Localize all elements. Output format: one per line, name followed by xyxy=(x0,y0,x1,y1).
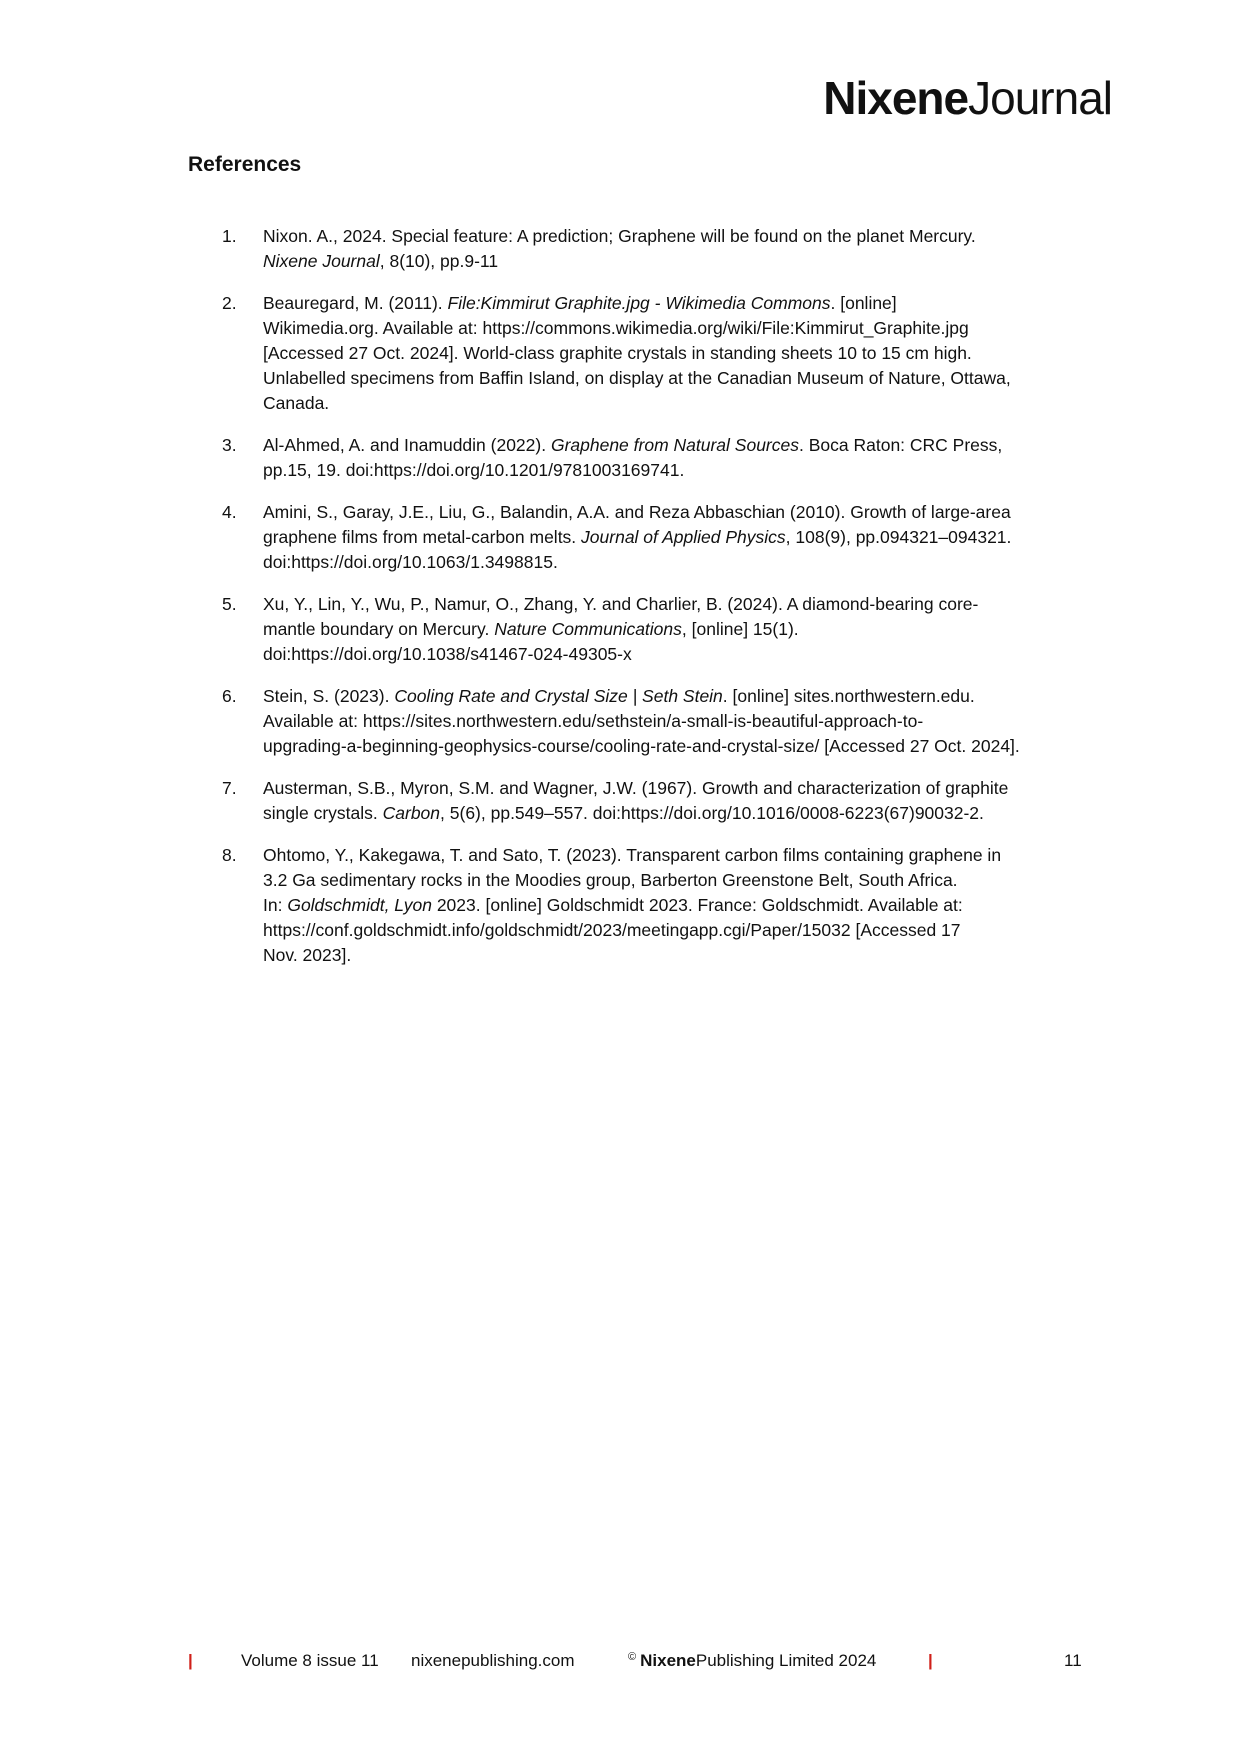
reference-number: 2. xyxy=(222,293,237,313)
reference-text: In: xyxy=(263,895,288,915)
reference-text: , 108(9), pp.094321–094321. xyxy=(785,527,1012,547)
reference-text: Amini, S., Garay, J.E., Liu, G., Balandin, A.A. and Reza Abbaschian (2010). Growth of large-area xyxy=(263,502,1011,522)
reference-item xyxy=(222,684,1092,759)
reference-italic-title: Goldschmidt, Lyon xyxy=(287,895,432,915)
reference-line xyxy=(263,709,1092,734)
reference-line xyxy=(263,918,1092,943)
reference-text: mantle boundary on Mercury. xyxy=(263,619,495,639)
reference-text: Al-Ahmed, A. and Inamuddin (2022). xyxy=(263,435,551,455)
reference-text: [Accessed 27 Oct. 2024]. World-class graphite crystals in standing sheets 10 to 15 cm high. xyxy=(263,343,972,363)
reference-item xyxy=(222,592,1092,667)
reference-text: Stein, S. (2023). xyxy=(263,686,395,706)
footer-divider-left: | xyxy=(188,1651,193,1670)
reference-text: single crystals. xyxy=(263,803,383,823)
reference-item xyxy=(222,433,1092,483)
reference-line xyxy=(263,550,1092,575)
copyright-symbol: © xyxy=(628,1651,637,1663)
reference-line xyxy=(263,801,1092,826)
reference-text: 2023. [online] Goldschmidt 2023. France: Goldschmidt. Available at: xyxy=(431,895,963,915)
reference-line xyxy=(263,341,1092,366)
reference-line xyxy=(263,684,1092,709)
reference-text: Austerman, S.B., Myron, S.M. and Wagner, J.W. (1967). Growth and characterization of graphite xyxy=(263,778,1009,798)
reference-text: . [online] xyxy=(830,293,897,313)
reference-line xyxy=(263,617,1092,642)
reference-italic-title: Nixene Journal xyxy=(263,251,380,271)
reference-number: 6. xyxy=(222,686,237,706)
reference-line xyxy=(263,224,1092,249)
reference-italic-title: Journal of Applied Physics xyxy=(581,527,786,547)
reference-item xyxy=(222,224,1092,274)
reference-line xyxy=(263,249,1092,274)
reference-italic-title: Carbon xyxy=(382,803,441,823)
reference-italic-title: File:Kimmirut Graphite.jpg - Wikimedia Commons xyxy=(447,293,831,313)
reference-item xyxy=(222,776,1092,826)
footer-copyright xyxy=(628,1651,876,1671)
masthead-brand-bold: Nixene xyxy=(823,72,969,124)
reference-text: Nixon. A., 2024. Special feature: A prediction; Graphene will be found on the planet Mercury. xyxy=(263,226,976,246)
reference-italic-title: Graphene from Natural Sources xyxy=(550,435,799,455)
reference-text: , 8(10), pp.9-11 xyxy=(379,251,499,271)
reference-text: Canada. xyxy=(263,393,330,413)
reference-line xyxy=(263,943,1092,968)
reference-number: 1. xyxy=(222,226,237,246)
reference-text: upgrading-a-beginning-geophysics-course/cooling-rate-and-crystal-size/ [Accessed 27 Oct. 2024]. xyxy=(263,736,1020,756)
reference-line xyxy=(263,734,1092,759)
journal-masthead xyxy=(823,72,1112,124)
reference-text: doi:https://doi.org/10.1063/1.3498815. xyxy=(263,552,558,572)
footer-publisher-rest: Publishing Limited 2024 xyxy=(695,1651,877,1670)
reference-text: 3.2 Ga sedimentary rocks in the Moodies group, Barberton Greenstone Belt, South Africa. xyxy=(263,870,958,890)
reference-text: Xu, Y., Lin, Y., Wu, P., Namur, O., Zhang, Y. and Charlier, B. (2024). A diamond-bearing core- xyxy=(263,594,979,614)
reference-text: Wikimedia.org. Available at: https://commons.wikimedia.org/wiki/File:Kimmirut_Graphite.jpg xyxy=(263,318,969,338)
reference-line xyxy=(263,391,1092,416)
reference-number: 7. xyxy=(222,778,237,798)
reference-text: Ohtomo, Y., Kakegawa, T. and Sato, T. (2023). Transparent carbon films containing graphene in xyxy=(263,845,1002,865)
reference-text: https://conf.goldschmidt.info/goldschmidt/2023/meetingapp.cgi/Paper/15032 [Accessed 17 xyxy=(263,920,961,940)
reference-line xyxy=(263,776,1092,801)
reference-italic-title: Cooling Rate and Crystal Size | Seth Stein xyxy=(394,686,723,706)
reference-line xyxy=(263,458,1092,483)
footer-publisher-bold: Nixene xyxy=(640,1651,696,1670)
references-heading: References xyxy=(188,153,302,176)
footer-divider-right: | xyxy=(928,1651,933,1670)
reference-list xyxy=(222,224,1092,985)
reference-text: , 5(6), pp.549–557. doi:https://doi.org/10.1016/0008-6223(67)90032-2. xyxy=(440,803,984,823)
reference-line xyxy=(263,291,1092,316)
reference-text: Nov. 2023]. xyxy=(263,945,352,965)
reference-line xyxy=(263,525,1092,550)
reference-text: pp.15, 19. doi:https://doi.org/10.1201/9781003169741. xyxy=(263,460,685,480)
reference-italic-title: Nature Communications xyxy=(494,619,682,639)
page-footer xyxy=(0,1651,1240,1679)
reference-text: . [online] sites.northwestern.edu. xyxy=(722,686,975,706)
reference-number: 8. xyxy=(222,845,237,865)
footer-page-number: 11 xyxy=(1064,1651,1082,1670)
reference-number: 4. xyxy=(222,502,237,522)
reference-line xyxy=(263,843,1092,868)
reference-number: 3. xyxy=(222,435,237,455)
reference-text: . Boca Raton: CRC Press, xyxy=(799,435,1003,455)
reference-text: doi:https://doi.org/10.1038/s41467-024-49305-x xyxy=(263,644,632,664)
reference-line xyxy=(263,433,1092,458)
footer-volume: Volume 8 issue 11 xyxy=(241,1651,379,1670)
reference-line xyxy=(263,642,1092,667)
reference-line xyxy=(263,366,1092,391)
reference-line xyxy=(263,500,1092,525)
reference-number: 5. xyxy=(222,594,237,614)
masthead-brand-light: Journal xyxy=(968,72,1112,124)
reference-text: Unlabelled specimens from Baffin Island, on display at the Canadian Museum of Nature, Ottawa, xyxy=(263,368,1011,388)
reference-item xyxy=(222,500,1092,575)
footer-website: nixenepublishing.com xyxy=(411,1651,575,1670)
reference-line xyxy=(263,592,1092,617)
reference-item xyxy=(222,291,1092,416)
reference-line xyxy=(263,316,1092,341)
reference-line xyxy=(263,868,1092,893)
reference-text: Available at: https://sites.northwestern.edu/sethstein/a-small-is-beautiful-approach-to- xyxy=(263,711,924,731)
reference-item xyxy=(222,843,1092,968)
reference-text: graphene films from metal-carbon melts. xyxy=(263,527,582,547)
reference-text: Beauregard, M. (2011). xyxy=(263,293,448,313)
reference-text: , [online] 15(1). xyxy=(681,619,799,639)
reference-line xyxy=(263,893,1092,918)
